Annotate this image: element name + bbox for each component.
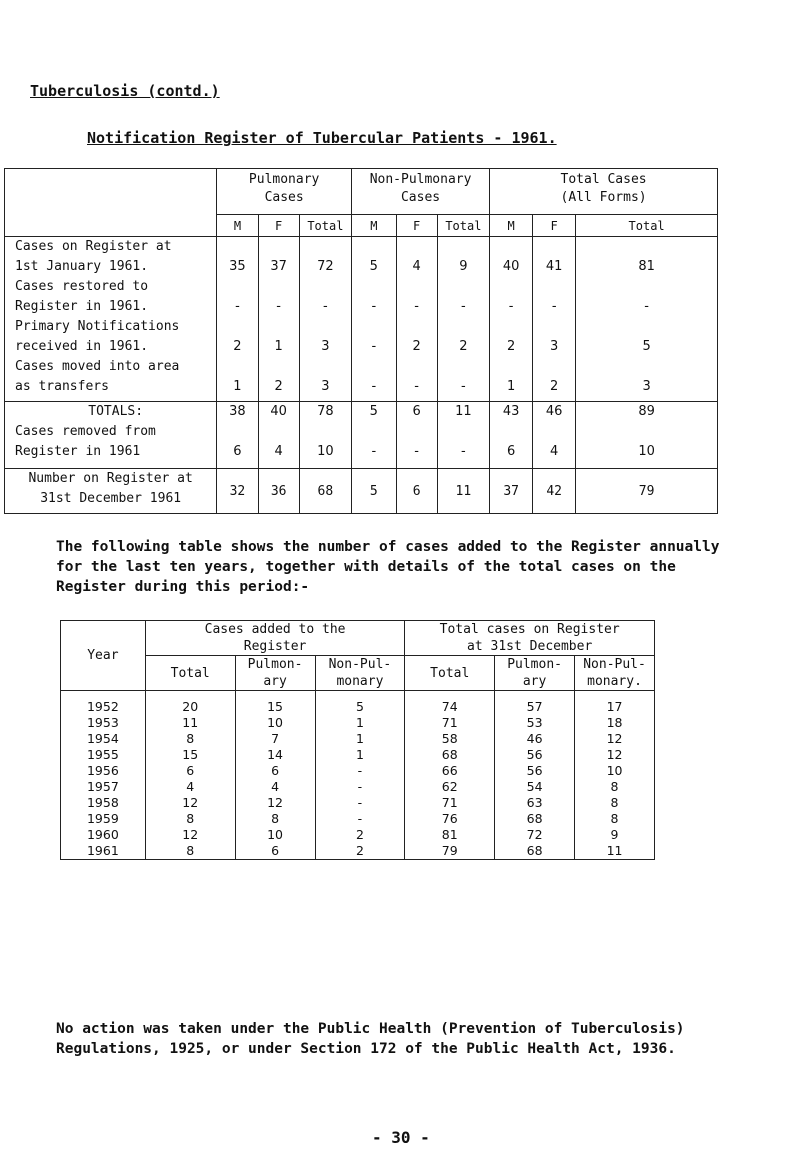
value-cell: 1	[274, 339, 283, 354]
totals-cell: 89	[638, 404, 655, 419]
value-cell: -	[235, 299, 240, 314]
totals-cell: 5	[369, 404, 378, 419]
totals-cell	[490, 422, 532, 442]
non-pulmonary-header: Non-Pulmonary Cases	[351, 169, 489, 215]
count-cell: 6	[145, 763, 235, 779]
table-row	[61, 843, 655, 860]
sub-header: Total	[299, 215, 351, 237]
count-cell: 15	[145, 747, 235, 763]
value-column	[258, 237, 299, 402]
value-cell	[438, 357, 490, 377]
count-cell: 66	[405, 763, 495, 779]
count-cell: 14	[235, 747, 315, 763]
section-title: Tuberculosis (contd.)	[30, 82, 220, 100]
sub-header: F	[533, 215, 576, 237]
value-column	[351, 237, 396, 402]
count-cell: 12	[235, 795, 315, 811]
year-end-value: 68	[299, 469, 351, 514]
value-cell: -	[414, 299, 419, 314]
value-cell	[300, 277, 351, 297]
totals-cell	[533, 422, 575, 442]
value-cell: 72	[317, 259, 334, 274]
value-column	[490, 237, 533, 402]
value-cell	[352, 237, 396, 257]
value-cell: 37	[270, 259, 287, 274]
cases-added-header: Cases added to the Register	[145, 621, 405, 656]
value-cell	[397, 357, 437, 377]
count-cell: 10	[575, 763, 655, 779]
count-cell: 72	[495, 827, 575, 843]
totals-cell: 43	[502, 404, 520, 419]
value-cell: -	[371, 299, 377, 314]
value-cell	[576, 317, 717, 337]
totals-cell	[217, 422, 257, 442]
count-cell: 11	[575, 843, 655, 860]
totals-cell: 40	[270, 404, 287, 419]
t2-sub-header: Total	[405, 656, 495, 691]
notification-register-table	[4, 168, 718, 514]
count-cell: 8	[145, 843, 235, 860]
count-cell: 4	[235, 779, 315, 795]
count-cell: 17	[575, 691, 655, 716]
table-row	[61, 715, 655, 731]
year-cell: 1956	[61, 763, 146, 779]
value-cell: 2	[233, 339, 242, 354]
totals-block-row	[5, 402, 718, 469]
totals-cell: 46	[545, 404, 563, 419]
value-column	[217, 237, 258, 402]
totals-cell: -	[414, 444, 419, 459]
value-cell	[217, 357, 257, 377]
count-cell: 12	[575, 731, 655, 747]
value-cell	[397, 277, 437, 297]
table-row	[61, 811, 655, 827]
value-cell	[300, 237, 351, 257]
count-cell: 9	[575, 827, 655, 843]
value-cell	[438, 317, 490, 337]
year-end-value: 37	[490, 469, 533, 514]
count-cell: 54	[495, 779, 575, 795]
value-cell: -	[323, 299, 328, 314]
value-cell	[217, 317, 257, 337]
value-column	[299, 237, 351, 402]
value-cell: 2	[412, 339, 421, 354]
sub-header: Total	[437, 215, 490, 237]
value-column	[533, 237, 576, 402]
value-cell	[533, 237, 575, 257]
totals-column	[351, 402, 396, 469]
value-cell	[533, 277, 575, 297]
count-cell: 8	[575, 811, 655, 827]
group-header-row	[5, 169, 718, 215]
totals-cell: -	[461, 444, 466, 459]
value-cell: 3	[321, 339, 330, 354]
value-cell: 41	[545, 259, 563, 274]
value-cell: -	[371, 379, 377, 394]
year-end-label: Number on Register at 31st December 1961	[5, 469, 217, 514]
t2-body	[61, 691, 655, 860]
value-cell	[533, 317, 575, 337]
year-header: Year	[61, 621, 146, 691]
count-cell: 71	[405, 795, 495, 811]
value-cell: 3	[550, 339, 559, 354]
totals-cell	[576, 422, 717, 442]
count-cell: 46	[495, 731, 575, 747]
value-cell: -	[461, 299, 466, 314]
table-row	[61, 747, 655, 763]
totals-cell	[438, 422, 490, 442]
value-cell	[576, 277, 717, 297]
count-cell: 20	[145, 691, 235, 716]
count-cell: 7	[235, 731, 315, 747]
intro-paragraph: The following table shows the number of cases added to the Register annually for the last ten years, together with details of the total cases on the Register during this period:-	[56, 539, 720, 595]
count-cell: 74	[405, 691, 495, 716]
value-cell	[352, 317, 396, 337]
count-cell: 76	[405, 811, 495, 827]
value-cell: 1	[507, 379, 516, 394]
totals-cell	[397, 422, 437, 442]
value-cell: 9	[459, 259, 468, 274]
value-cell	[490, 277, 532, 297]
value-cell: 2	[459, 339, 468, 354]
table-row	[61, 779, 655, 795]
value-cell	[352, 277, 396, 297]
count-cell: 58	[405, 731, 495, 747]
value-cell	[576, 237, 717, 257]
register-block-labels: Cases on Register at 1st January 1961. Cases restored to Register in 1961. Primary Notifications received in 1961. Cases moved into area as transfers	[5, 237, 217, 402]
count-cell: -	[315, 811, 405, 827]
value-cell	[438, 237, 490, 257]
year-end-value: 6	[396, 469, 437, 514]
value-column	[576, 237, 718, 402]
value-cell: 2	[550, 379, 559, 394]
count-cell: 10	[235, 715, 315, 731]
t2-sub-header: Pulmon- ary	[495, 656, 575, 691]
value-cell: 5	[642, 339, 651, 354]
count-cell: 18	[575, 715, 655, 731]
empty-corner-cell	[5, 169, 217, 237]
table-row	[61, 763, 655, 779]
year-end-value: 42	[533, 469, 576, 514]
count-cell: 62	[405, 779, 495, 795]
totals-column	[258, 402, 299, 469]
count-cell: 8	[145, 811, 235, 827]
sub-header: F	[258, 215, 299, 237]
total-cases-header: Total Cases (All Forms)	[490, 169, 718, 215]
count-cell: 2	[315, 827, 405, 843]
count-cell: -	[315, 795, 405, 811]
table-row	[61, 827, 655, 843]
sub-header: M	[490, 215, 533, 237]
year-cell: 1959	[61, 811, 146, 827]
count-cell: 8	[575, 795, 655, 811]
value-cell	[576, 357, 717, 377]
totals-cell: 6	[412, 404, 421, 419]
count-cell: 79	[405, 843, 495, 860]
value-cell: -	[644, 299, 649, 314]
count-cell: 1	[315, 731, 405, 747]
totals-cell: 6	[233, 444, 242, 459]
value-cell	[490, 357, 532, 377]
year-end-value: 11	[437, 469, 490, 514]
value-cell: 3	[642, 379, 651, 394]
count-cell: 11	[145, 715, 235, 731]
year-end-value: 79	[576, 469, 718, 514]
count-cell: 53	[495, 715, 575, 731]
value-cell	[217, 277, 257, 297]
totals-cell: 78	[317, 404, 334, 419]
sub-header: F	[396, 215, 437, 237]
year-cell: 1961	[61, 843, 146, 860]
t2-sub-header-row	[61, 656, 655, 691]
value-cell: 2	[507, 339, 516, 354]
year-cell: 1954	[61, 731, 146, 747]
totals-column	[396, 402, 437, 469]
count-cell: 12	[575, 747, 655, 763]
value-column	[396, 237, 437, 402]
year-cell: 1960	[61, 827, 146, 843]
value-cell	[217, 237, 257, 257]
year-cell: 1955	[61, 747, 146, 763]
count-cell: 68	[495, 843, 575, 860]
value-cell	[259, 277, 299, 297]
count-cell: 12	[145, 827, 235, 843]
t2-sub-header: Total	[145, 656, 235, 691]
closing-paragraph: No action was taken under the Public Health (Prevention of Tuberculosis) Regulations, 1925, or under Section 172 of the Public Health Act, 1936.	[56, 1021, 685, 1057]
count-cell: -	[315, 763, 405, 779]
value-cell	[259, 317, 299, 337]
count-cell: 12	[145, 795, 235, 811]
count-cell: 8	[575, 779, 655, 795]
totals-cell: -	[371, 444, 377, 459]
count-cell: 63	[495, 795, 575, 811]
totals-cell	[259, 422, 299, 442]
value-cell: 40	[502, 259, 520, 274]
value-cell: 1	[233, 379, 242, 394]
year-end-value: 5	[351, 469, 396, 514]
totals-cell: 6	[507, 444, 516, 459]
count-cell: 71	[405, 715, 495, 731]
value-cell: 2	[274, 379, 283, 394]
count-cell: 68	[495, 811, 575, 827]
value-cell: 81	[638, 259, 655, 274]
count-cell: 2	[315, 843, 405, 860]
value-cell: -	[414, 379, 419, 394]
value-cell	[259, 357, 299, 377]
value-cell	[397, 237, 437, 257]
totals-cell	[300, 422, 351, 442]
count-cell: 1	[315, 715, 405, 731]
pulmonary-header: Pulmonary Cases	[217, 169, 352, 215]
totals-column	[490, 402, 533, 469]
totals-column	[533, 402, 576, 469]
totals-cell: 10	[638, 444, 655, 459]
year-cell: 1952	[61, 691, 146, 716]
year-end-row	[5, 469, 718, 514]
value-cell: 35	[229, 259, 246, 274]
count-cell: 57	[495, 691, 575, 716]
count-cell: 10	[235, 827, 315, 843]
value-cell	[397, 317, 437, 337]
count-cell: 15	[235, 691, 315, 716]
totals-cell: 38	[229, 404, 246, 419]
t2-group-header-row	[61, 621, 655, 656]
value-cell	[259, 237, 299, 257]
count-cell: 56	[495, 747, 575, 763]
count-cell: 5	[315, 691, 405, 716]
t2-sub-header: Pulmon- ary	[235, 656, 315, 691]
totals-cell: 10	[317, 444, 334, 459]
totals-cell: 4	[274, 444, 283, 459]
totals-block-labels: TOTALS: Cases removed from Register in 1961	[5, 402, 217, 469]
totals-column	[217, 402, 258, 469]
count-cell: 8	[235, 811, 315, 827]
totals-column	[437, 402, 490, 469]
year-cell: 1957	[61, 779, 146, 795]
value-cell	[490, 317, 532, 337]
value-cell	[490, 237, 532, 257]
year-end-value: 32	[217, 469, 258, 514]
value-cell: -	[461, 379, 466, 394]
year-end-value: 36	[258, 469, 299, 514]
year-cell: 1953	[61, 715, 146, 731]
sub-header: Total	[576, 215, 718, 237]
value-column	[437, 237, 490, 402]
sub-header: M	[351, 215, 396, 237]
value-cell	[352, 357, 396, 377]
t2-sub-header: Non-Pul- monary	[315, 656, 405, 691]
value-cell	[438, 277, 490, 297]
table-row	[61, 691, 655, 716]
count-cell: -	[315, 779, 405, 795]
count-cell: 6	[235, 763, 315, 779]
value-cell: -	[276, 299, 281, 314]
value-cell: -	[508, 299, 514, 314]
register-block-row	[5, 237, 718, 402]
value-cell	[300, 357, 351, 377]
totals-cell	[352, 422, 396, 442]
table-row	[61, 731, 655, 747]
page-number: - 30 -	[372, 1128, 430, 1147]
annual-cases-table	[60, 620, 655, 860]
table-row	[61, 795, 655, 811]
t2-sub-header: Non-Pul- monary.	[575, 656, 655, 691]
totals-column	[299, 402, 351, 469]
table1-title: Notification Register of Tubercular Patients - 1961.	[87, 129, 557, 147]
value-cell	[300, 317, 351, 337]
value-cell: -	[551, 299, 557, 314]
value-cell: 4	[412, 259, 421, 274]
count-cell: 56	[495, 763, 575, 779]
count-cell: 81	[405, 827, 495, 843]
sub-header: M	[217, 215, 258, 237]
count-cell: 8	[145, 731, 235, 747]
value-cell	[533, 357, 575, 377]
value-cell: -	[371, 339, 377, 354]
totals-cell: 11	[455, 404, 472, 419]
count-cell: 1	[315, 747, 405, 763]
count-cell: 6	[235, 843, 315, 860]
total-on-register-header: Total cases on Register at 31st December	[405, 621, 655, 656]
value-cell: 3	[321, 379, 330, 394]
value-cell: 5	[369, 259, 378, 274]
count-cell: 68	[405, 747, 495, 763]
totals-column	[576, 402, 718, 469]
count-cell: 4	[145, 779, 235, 795]
year-cell: 1958	[61, 795, 146, 811]
totals-cell: 4	[550, 444, 559, 459]
